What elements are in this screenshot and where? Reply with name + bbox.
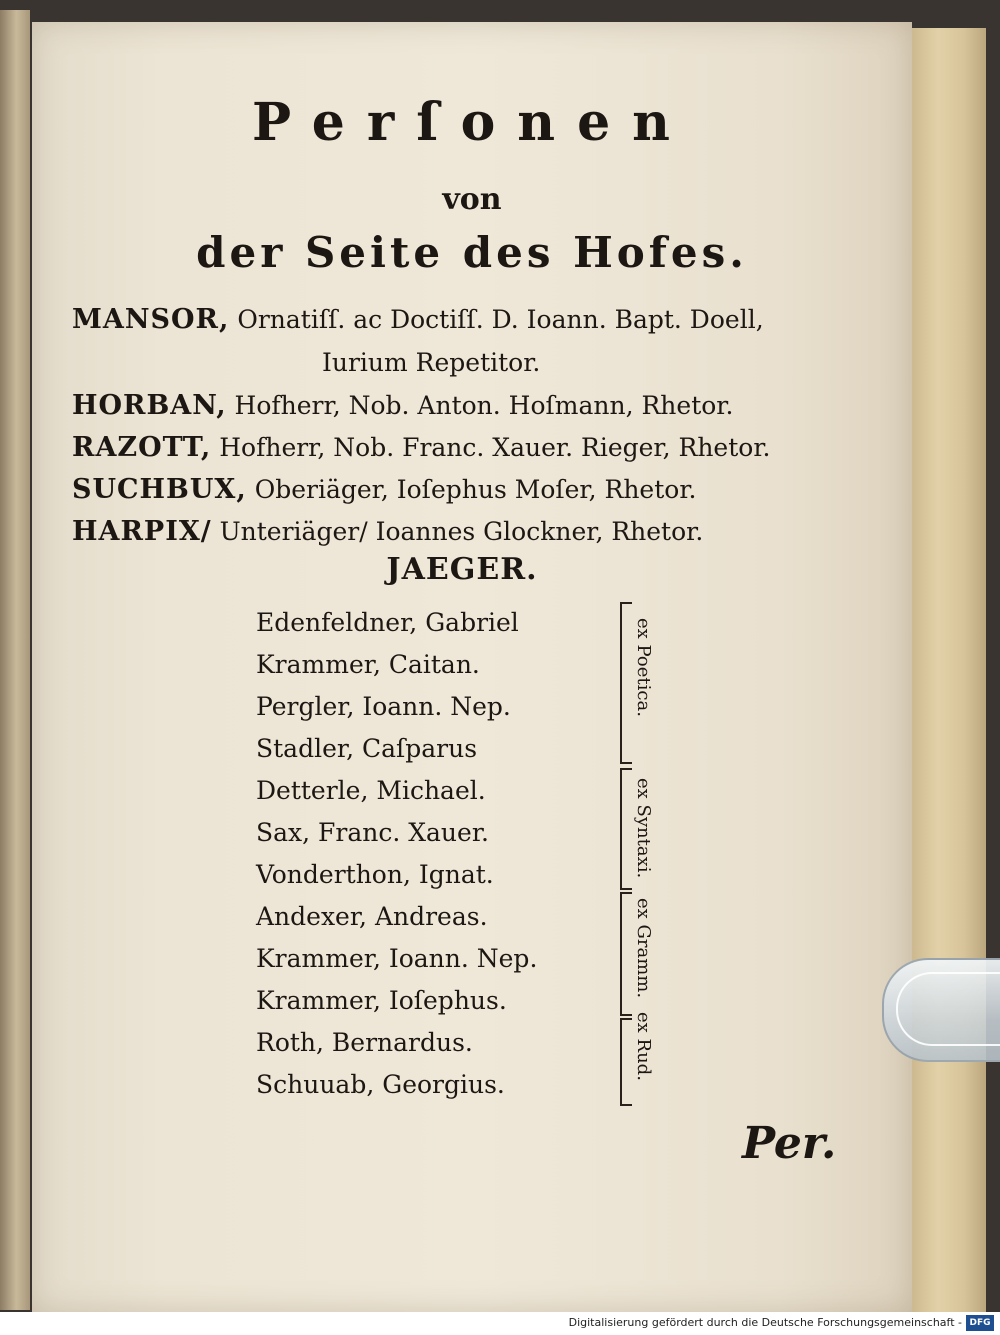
- footer-credit: Digitalisierung gefördert durch die Deutsche Forschungsgemeinschaft -: [568, 1316, 962, 1329]
- label-ex-rud: ex Rud.: [633, 1012, 654, 1081]
- brace-poetica: [620, 602, 632, 764]
- brace-gramm: [620, 892, 632, 1016]
- role-razott: [72, 432, 770, 463]
- hunter-entry: Detterle, Michael.: [256, 776, 486, 805]
- role-desc: Oberiäger, Ioſephus Moſer, Rhetor.: [254, 475, 697, 504]
- page-clip-highlight: [896, 972, 1000, 1046]
- role-name: MANSOR,: [72, 304, 230, 335]
- jaeger-heading: JAEGER.: [386, 552, 538, 587]
- hunter-entry: Andexer, Andreas.: [256, 902, 488, 931]
- role-name: RAZOTT,: [72, 432, 212, 463]
- hunter-entry: Pergler, Ioann. Nep.: [256, 692, 511, 721]
- label-ex-gramm: ex Gramm.: [633, 898, 654, 999]
- book-page: [32, 22, 912, 1312]
- hunter-entry: Edenfeldner, Gabriel: [256, 608, 519, 637]
- role-name: HARPIX/: [72, 516, 212, 547]
- role-suchbux: [72, 474, 696, 505]
- role-desc: Unteriäger/ Ioannes Glockner, Rhetor.: [219, 517, 704, 546]
- previous-page-edge: [0, 10, 30, 1310]
- hunter-entry: Roth, Bernardus.: [256, 1028, 473, 1057]
- hunter-entry: Krammer, Ioſephus.: [256, 986, 507, 1015]
- page-title: Perſonen: [252, 92, 692, 153]
- brace-syntaxi: [620, 768, 632, 890]
- role-mansor-continued: Iurium Repetitor.: [322, 348, 541, 377]
- role-name: SUCHBUX,: [72, 474, 247, 505]
- subtitle-seite: der Seite des Hofes.: [196, 228, 748, 277]
- role-desc: Hofherr, Nob. Franc. Xauer. Rieger, Rhetor.: [219, 433, 771, 462]
- role-mansor: [72, 304, 764, 335]
- catchword: Per.: [742, 1118, 837, 1169]
- page-stack-edge: [912, 28, 986, 1312]
- label-ex-poetica: ex Poetica.: [633, 618, 654, 717]
- role-desc: Hofherr, Nob. Anton. Hoſmann, Rhetor.: [234, 391, 734, 420]
- subtitle-von: von: [442, 182, 502, 217]
- brace-rud: [620, 1018, 632, 1106]
- hunter-entry: Schuuab, Georgius.: [256, 1070, 505, 1099]
- hunter-entry: Stadler, Caſparus: [256, 734, 478, 763]
- dfg-logo: DFG: [966, 1315, 994, 1331]
- role-harpix: [72, 516, 703, 547]
- footer-bar: [0, 1312, 1000, 1335]
- hunter-entry: Vonderthon, Ignat.: [256, 860, 494, 889]
- role-desc: Ornatiſſ. ac Doctiſſ. D. Ioann. Bapt. Doell,: [237, 305, 764, 334]
- role-name: HORBAN,: [72, 390, 227, 421]
- hunter-entry: Krammer, Ioann. Nep.: [256, 944, 538, 973]
- role-horban: [72, 390, 733, 421]
- hunter-entry: Krammer, Caitan.: [256, 650, 480, 679]
- hunter-entry: Sax, Franc. Xauer.: [256, 818, 489, 847]
- label-ex-syntaxi: ex Syntaxi.: [633, 778, 654, 879]
